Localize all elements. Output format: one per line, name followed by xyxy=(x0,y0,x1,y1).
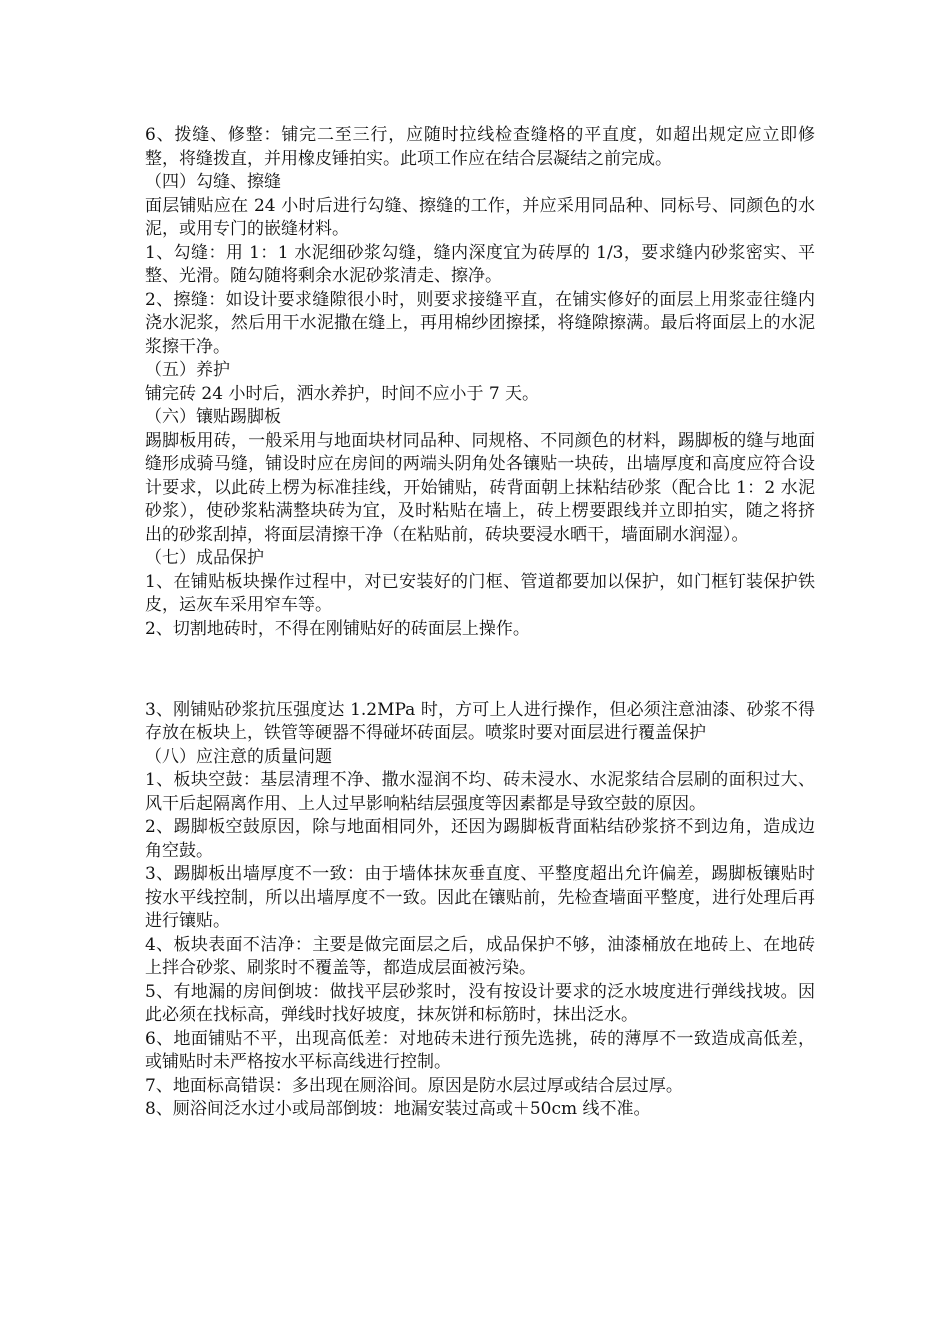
paragraph: 6、地面铺贴不平，出现高低差：对地砖未进行预先选挑，砖的薄厚不一致造成高低差，或铺贴时未严格按水平标高线进行控制。 xyxy=(145,1028,815,1072)
paragraph: 2、切割地砖时，不得在刚铺贴好的砖面层上操作。 xyxy=(145,618,530,639)
section-heading: （四）勾缝、擦缝 xyxy=(145,172,281,192)
paragraph: 1、板块空鼓：基层清理不净、撒水湿润不均、砖未浸水、水泥浆结合层刷的面积过大、风干后起隔离作用、上人过早影响粘结层强度等因素都是导致空鼓的原因。 xyxy=(145,770,815,814)
paragraph: 2、擦缝：如设计要求缝隙很小时，则要求接缝平直，在铺实修好的面层上用浆壶往缝内浇水泥浆，然后用干水泥撒在缝上，再用棉纱团擦揉，将缝隙擦满。最后将面层上的水泥浆擦干净。 xyxy=(145,289,815,357)
blank-line xyxy=(145,658,815,682)
paragraph: 5、有地漏的房间倒坡：做找平层砂浆时，没有按设计要求的泛水坡度进行弹线找坡。因此必须在找标高，弹线时找好坡度，抹灰饼和标筋时，抹出泛水。 xyxy=(145,981,815,1025)
paragraph: 6、拨缝、修整：铺完二至三行，应随时拉线检查缝格的平直度，如超出规定应立即修整，将缝拨直，并用橡皮锤拍实。此项工作应在结合层凝结之前完成。 xyxy=(145,125,815,169)
paragraph: 2、踢脚板空鼓原因，除与地面相同外，还因为踢脚板背面粘结砂浆挤不到边角，造成边角空鼓。 xyxy=(145,817,815,861)
document-body xyxy=(145,124,815,1122)
section-heading: （七）成品保护 xyxy=(145,548,264,568)
paragraph: 踢脚板用砖，一般采用与地面块材同品种、同规格、不同颜色的材料，踢脚板的缝与地面缝形成骑马缝，铺设时应在房间的两端头阴角处各镶贴一块砖，出墙厚度和高度应符合设计要求，以此砖上楞为标准挂线，开始铺贴，砖背面朝上抹粘结砂浆（配合比 1：2 水泥砂浆），使砂浆粘满整块砖为宜，及时粘贴在墙上，砖上楞要跟线并立即拍实，随之将挤出的砂浆刮掉，将面层清擦干净（在粘贴前，砖块要浸水晒干，墙面刷水润湿）。 xyxy=(145,430,815,545)
paragraph: 4、板块表面不洁净：主要是做完面层之后，成品保护不够，油漆桶放在地砖上、在地砖上拌合砂浆、刷浆时不覆盖等，都造成层面被污染。 xyxy=(145,934,815,978)
paragraph: 1、勾缝：用 1：1 水泥细砂浆勾缝，缝内深度宜为砖厚的 1/3，要求缝内砂浆密实、平整、光滑。随勾随将剩余水泥砂浆清走、擦净。 xyxy=(145,242,815,286)
paragraph: 3、刚铺贴砂浆抗压强度达 1.2MPa 时，方可上人进行操作，但必须注意油漆、砂浆不得存放在板块上，铁管等硬器不得碰坏砖面层。喷浆时要对面层进行覆盖保护 xyxy=(145,699,815,743)
paragraph: 铺完砖 24 小时后，洒水养护，时间不应小于 7 天。 xyxy=(145,383,540,404)
paragraph: 7、地面标高错误：多出现在厕浴间。原因是防水层过厚或结合层过厚。 xyxy=(145,1075,683,1096)
paragraph: 面层铺贴应在 24 小时后进行勾缝、擦缝的工作，并应采用同品种、同标号、同颜色的水泥，或用专门的嵌缝材料。 xyxy=(145,195,815,239)
paragraph: 1、在铺贴板块操作过程中，对已安装好的门框、管道都要加以保护，如门框钉装保护铁皮，运灰车采用窄车等。 xyxy=(145,571,815,615)
section-heading: （八）应注意的质量问题 xyxy=(145,746,332,767)
paragraph: 3、踢脚板出墙厚度不一致：由于墙体抹灰垂直度、平整度超出允许偏差，踢脚板镶贴时按水平线控制，所以出墙厚度不一致。因此在镶贴前，先检查墙面平整度，进行处理后再进行镶贴。 xyxy=(145,864,815,931)
section-heading: （六）镶贴踢脚板 xyxy=(145,407,281,427)
section-heading: （五）养护 xyxy=(145,360,230,380)
paragraph: 8、厕浴间泛水过小或局部倒坡：地漏安装过高或＋50cm 线不准。 xyxy=(145,1099,651,1119)
